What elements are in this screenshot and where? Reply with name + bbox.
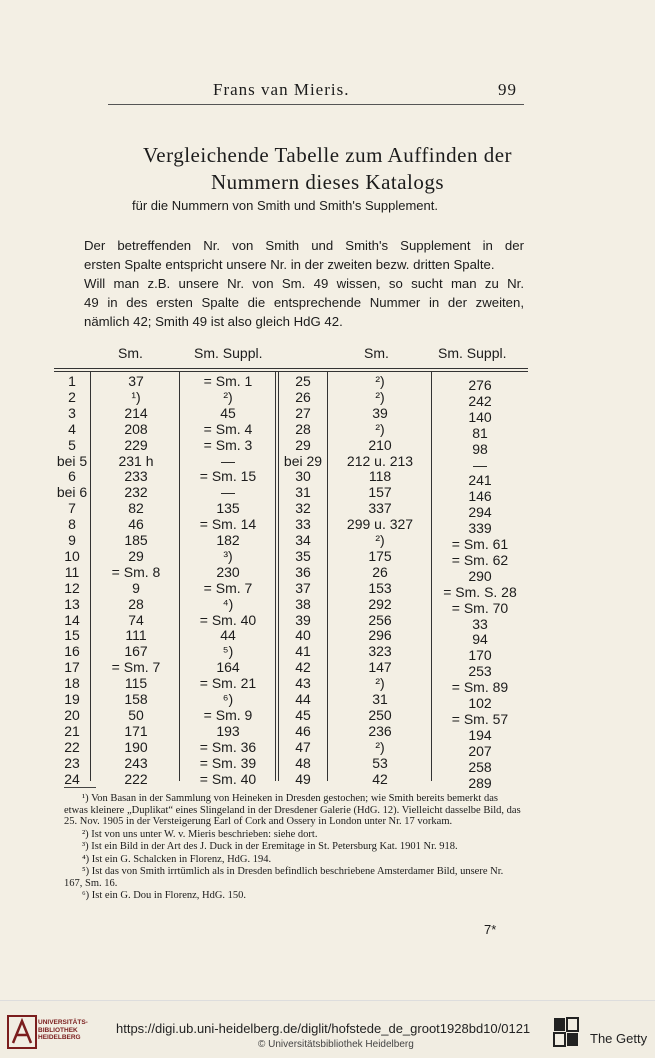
hdg-number-cell: 5 (68, 436, 76, 453)
text-line: nämlich 42; Smith 49 ist also gleich HdG 42. (84, 314, 343, 329)
sm-number-cell: 337 (368, 500, 392, 517)
hdg-number-cell: 15 (64, 627, 80, 644)
university-library-logo-icon (7, 1015, 37, 1049)
hdg-number-cell: 2 (68, 388, 76, 405)
sm-number-cell: 214 (124, 404, 148, 421)
sm-number-cell: 53 (372, 754, 388, 771)
hdg-number-cell: 8 (68, 516, 76, 533)
hdg-number-cell: 28 (295, 420, 311, 437)
hdg-number-cell: 43 (295, 675, 311, 692)
hdg-number-cell: 45 (295, 706, 311, 723)
footnote: ¹) Von Basan in der Sammlung von Heineken in Dresden gestochen; wie Smith bereits bemerkt das etwas kleinere „Duplikat“ eines Slingeland in der Dresdener Galerie (HdG. 12). Vielleicht dasselbe Bild, das 25. Nov. 1905 in der Versteigerung Earl of Cork and Ossery in London unter Nr. 17 vorkam. (64, 793, 521, 827)
sm-suppl-number-cell: ⁶) (222, 691, 234, 707)
sm-number-cell: 299 u. 327 (346, 516, 414, 533)
sm-suppl-number-cell: ²) (223, 388, 233, 405)
column-header-sm-left: Sm. (118, 345, 143, 361)
sm-number-cell: 167 (124, 643, 148, 660)
hdg-number-cell: 34 (295, 532, 311, 548)
header-rule (108, 104, 524, 105)
sm-suppl-number-cell: 294 (468, 504, 492, 521)
hdg-number-cell: 3 (68, 404, 76, 421)
footnotes (64, 793, 524, 903)
sm-suppl-number-cell: 194 (468, 726, 492, 743)
sm-suppl-number-cell: 45 (220, 404, 236, 421)
column-header-sm-right: Sm. (364, 345, 389, 361)
table-top-rule (54, 368, 528, 369)
sm-number-cell: ²) (375, 388, 385, 405)
hdg-number-cell: 33 (295, 516, 311, 533)
hdg-number-cell: 1 (68, 373, 76, 389)
sm-suppl-number-cell: 102 (468, 695, 492, 711)
sm-suppl-number-cell: = Sm. 89 (451, 679, 509, 696)
sm-suppl-number-cell: = Sm. 62 (451, 551, 509, 568)
hdg-number-cell: 41 (295, 643, 311, 660)
sm-number-cell: ²) (375, 373, 385, 389)
sm-number-cell: 153 (368, 579, 392, 596)
footnote: ⁶) Ist ein G. Dou in Florenz, HdG. 150. (82, 890, 247, 901)
sm-suppl-number-cell: ⁴) (222, 595, 234, 612)
sm-number-cell: 74 (128, 611, 144, 628)
sm-number-cell: = Sm. 8 (111, 563, 161, 580)
hdg-number-cell: 42 (295, 659, 311, 676)
sm-number-cell: 250 (368, 706, 392, 723)
hdg-number-cell: 7 (68, 500, 76, 517)
hdg-number-cell: 46 (295, 722, 311, 739)
sm-number-cell: 50 (128, 706, 144, 723)
column-header-suppl-right: Sm. Suppl. (438, 345, 507, 361)
hdg-number-cell: 26 (295, 388, 311, 405)
sm-number-cell: 26 (372, 563, 388, 580)
sm-suppl-number-cell: 207 (468, 742, 492, 759)
hdg-number-cell: 22 (64, 738, 80, 755)
hdg-number-cell: 47 (295, 738, 311, 755)
intro-paragraph (64, 236, 524, 274)
text-line: 49 in des ersten Spalte die entsprechende Nummer in der zweiten, (84, 295, 524, 310)
hdg-number-cell: 30 (295, 468, 311, 485)
column-header-suppl-left: Sm. Suppl. (194, 345, 263, 361)
table-subtitle: für die Nummern von Smith und Smith's Supplement. (132, 198, 438, 213)
sm-number-cell: 185 (124, 532, 148, 548)
sm-suppl-number-cell: = Sm. 36 (199, 738, 257, 755)
sm-number-cell: 9 (132, 579, 140, 596)
footnote: ²) Ist von uns unter W. v. Mieris beschrieben: siehe dort. (82, 828, 318, 840)
hdg-number-cell: 27 (295, 404, 311, 421)
sm-suppl-number-cell: — (221, 484, 235, 501)
sm-number-cell: ²) (375, 532, 385, 548)
sm-suppl-number-cell: = Sm. 40 (199, 770, 257, 787)
hdg-number-cell: 11 (64, 563, 80, 580)
sm-suppl-number-cell: = Sm. 40 (199, 611, 257, 628)
hdg-number-cell: 37 (295, 579, 311, 596)
sm-number-cell: 111 (125, 627, 147, 644)
sm-suppl-number-cell: 94 (472, 631, 488, 648)
hdg-number-cell: 20 (64, 706, 80, 723)
sm-number-cell: 231 h (118, 452, 154, 469)
sm-number-cell: 39 (372, 404, 388, 421)
footnote: ⁵) Ist das von Smith irrtümlich als in Dresden befindlich beschriebene Amsterdamer Bild, unsere Nr. 167, Sm. 16. (64, 866, 504, 889)
hdg-number-cell: 25 (295, 373, 311, 389)
hdg-number-cell: 17 (64, 659, 80, 676)
sm-number-cell: 147 (368, 659, 392, 676)
hdg-number-cell: 23 (64, 754, 80, 771)
hdg-number-cell: 29 (295, 436, 311, 453)
hdg-number-cell: 4 (68, 420, 76, 437)
running-head-title: Frans van Mieris. (213, 80, 350, 99)
sm-number-cell: 296 (368, 627, 392, 644)
sm-suppl-number-cell: 289 (468, 774, 492, 791)
sm-suppl-number-cell: 290 (468, 567, 492, 584)
footnote-rule (64, 787, 96, 788)
sm-number-cell: 171 (124, 722, 148, 739)
hdg-number-cell: 6 (68, 468, 76, 485)
sm-number-cell: 157 (368, 484, 392, 501)
hdg-number-cell: 48 (295, 754, 311, 771)
sm-suppl-number-cell: 135 (216, 500, 240, 517)
sm-suppl-number-cell: 182 (216, 532, 240, 548)
sm-number-cell: 256 (368, 611, 392, 628)
sm-suppl-number-cell: 193 (216, 722, 240, 739)
sm-number-cell: 233 (124, 468, 148, 485)
hdg-number-cell: 38 (295, 595, 311, 612)
sm-suppl-number-cell: 258 (468, 758, 492, 775)
sm-suppl-number-cell: 242 (468, 392, 492, 409)
hdg-number-cell: bei 29 (283, 452, 323, 469)
hdg-number-cell: 10 (64, 547, 80, 564)
hdg-number-cell: 31 (295, 484, 311, 501)
permalink-url[interactable]: https://digi.ub.uni-heidelberg.de/diglit/hofstede_de_groot1928bd10/0121 (116, 1021, 531, 1036)
sm-suppl-number-cell: 81 (472, 424, 488, 441)
sm-suppl-number-cell: = Sm. 70 (451, 599, 509, 616)
sm-suppl-number-cell: 98 (472, 440, 488, 457)
text-line: ersten Spalte entspricht unsere Nr. in der zweiten bezw. dritten Spalte. (84, 257, 495, 272)
hdg-number-cell: 14 (64, 611, 80, 628)
sm-number-cell: 28 (128, 595, 144, 612)
viewer-footer (0, 1000, 655, 1058)
sm-suppl-number-cell: — (473, 456, 487, 473)
sm-number-cell: 229 (124, 436, 148, 453)
hdg-number-cell: 19 (64, 691, 80, 707)
sm-suppl-number-cell: 44 (220, 627, 236, 644)
sm-suppl-number-cell: = Sm. 7 (203, 579, 253, 596)
signature-mark: 7* (484, 922, 497, 937)
sm-suppl-number-cell: = Sm. 1 (203, 373, 253, 389)
hdg-number-cell: 13 (64, 595, 80, 612)
sm-suppl-number-cell: = Sm. 4 (203, 420, 253, 437)
sm-suppl-number-cell: 230 (216, 563, 240, 580)
footnote: ⁴) Ist ein G. Schalcken in Florenz, HdG. 194. (82, 853, 272, 865)
hdg-number-cell: 9 (68, 532, 76, 548)
sm-number-cell: 175 (368, 547, 392, 564)
sm-number-cell: 118 (368, 468, 392, 485)
table-title-line1: Vergleichende Tabelle zum Auffinden der (142, 143, 513, 167)
text-line: Will man z.B. unsere Nr. von Sm. 49 wissen, so sucht man zu Nr. (84, 276, 524, 291)
table-title-line2: Nummern dieses Katalogs (210, 170, 445, 194)
hdg-number-cell: 21 (64, 722, 80, 739)
sm-suppl-number-cell: = Sm. 14 (199, 516, 257, 533)
sm-suppl-number-cell: 140 (468, 408, 492, 425)
sm-suppl-number-cell: = Sm. 3 (203, 436, 253, 453)
sm-number-cell: = Sm. 7 (111, 659, 161, 676)
sm-suppl-number-cell: = Sm. S. 28 (443, 583, 517, 600)
example-paragraph (64, 274, 524, 331)
hdg-number-cell: 32 (295, 500, 311, 517)
hdg-number-cell: 24 (64, 770, 80, 787)
hdg-number-cell: bei 5 (56, 452, 88, 469)
library-name-line: UNIVERSITÄTS- (38, 1019, 88, 1026)
sm-number-cell: 323 (368, 643, 392, 660)
hdg-number-cell: 36 (295, 563, 311, 580)
library-name-line: BIBLIOTHEK (38, 1026, 78, 1034)
text-line: Der betreffenden Nr. von Smith und Smith's Supplement in der (84, 238, 524, 253)
page-number: 99 (498, 80, 517, 99)
footnote: ³) Ist ein Bild in der Art des J. Duck in der Eremitage in St. Petersburg Kat. 1901 Nr. 918. (82, 841, 458, 852)
sm-suppl-number-cell: 170 (468, 647, 492, 664)
sm-suppl-number-cell: 276 (468, 377, 492, 393)
sm-number-cell: 46 (128, 516, 144, 533)
sm-suppl-number-cell: 33 (472, 615, 488, 632)
sm-suppl-number-cell: = Sm. 21 (199, 675, 257, 692)
hdg-number-cell: 49 (295, 770, 311, 787)
sm-number-cell: 31 (372, 691, 388, 707)
sm-suppl-number-cell: 241 (468, 472, 492, 489)
hdg-number-cell: 40 (295, 627, 311, 644)
sm-suppl-number-cell: 253 (468, 663, 492, 680)
getty-label: The Getty (590, 1031, 648, 1046)
sm-suppl-number-cell: 339 (468, 520, 492, 537)
hdg-number-cell: 44 (295, 691, 311, 707)
sm-number-cell: ²) (375, 420, 385, 437)
sm-number-cell: 115 (124, 675, 148, 692)
sm-suppl-number-cell: = Sm. 9 (203, 706, 253, 723)
sm-number-cell: ²) (375, 738, 385, 755)
sm-number-cell: 158 (124, 691, 148, 707)
sm-number-cell: 232 (124, 484, 148, 501)
sm-suppl-number-cell: 146 (468, 488, 492, 505)
hdg-number-cell: 35 (295, 547, 311, 564)
comparison-table (54, 365, 528, 791)
sm-suppl-number-cell: ⁵) (222, 643, 234, 660)
sm-suppl-number-cell: = Sm. 61 (451, 536, 509, 552)
sm-number-cell: 236 (368, 722, 392, 739)
sm-number-cell: 29 (128, 547, 144, 564)
sm-number-cell: 292 (368, 595, 392, 612)
sm-number-cell: 82 (128, 500, 144, 517)
sm-number-cell: ¹) (131, 388, 141, 405)
sm-suppl-number-cell: = Sm. 39 (199, 754, 257, 771)
sm-suppl-number-cell: — (221, 452, 235, 469)
hdg-number-cell: 12 (64, 579, 80, 596)
hdg-number-cell: bei 6 (56, 484, 88, 501)
sm-number-cell: 210 (368, 436, 392, 453)
hdg-number-cell: 18 (64, 675, 80, 692)
library-name-line: HEIDELBERG (38, 1034, 81, 1041)
hdg-number-cell: 39 (295, 611, 311, 628)
sm-number-cell: 190 (124, 738, 148, 755)
hdg-number-cell: 16 (64, 643, 80, 660)
getty-logo-icon (553, 1017, 579, 1047)
sm-number-cell: 243 (124, 754, 148, 771)
sm-suppl-number-cell: = Sm. 15 (199, 468, 257, 485)
sm-suppl-number-cell: = Sm. 57 (451, 710, 509, 727)
library-name (38, 1019, 88, 1042)
sm-suppl-number-cell: ³) (223, 547, 233, 564)
sm-number-cell: 222 (124, 770, 148, 787)
table-top-rule-double (54, 371, 528, 372)
copyright-notice: © Universitätsbibliothek Heidelberg (258, 1039, 414, 1050)
sm-number-cell: 212 u. 213 (346, 452, 414, 469)
sm-number-cell: ²) (375, 675, 385, 692)
sm-number-cell: 208 (124, 420, 148, 437)
sm-number-cell: 37 (128, 373, 144, 389)
sm-suppl-number-cell: 164 (216, 659, 240, 676)
sm-number-cell: 42 (372, 770, 388, 787)
